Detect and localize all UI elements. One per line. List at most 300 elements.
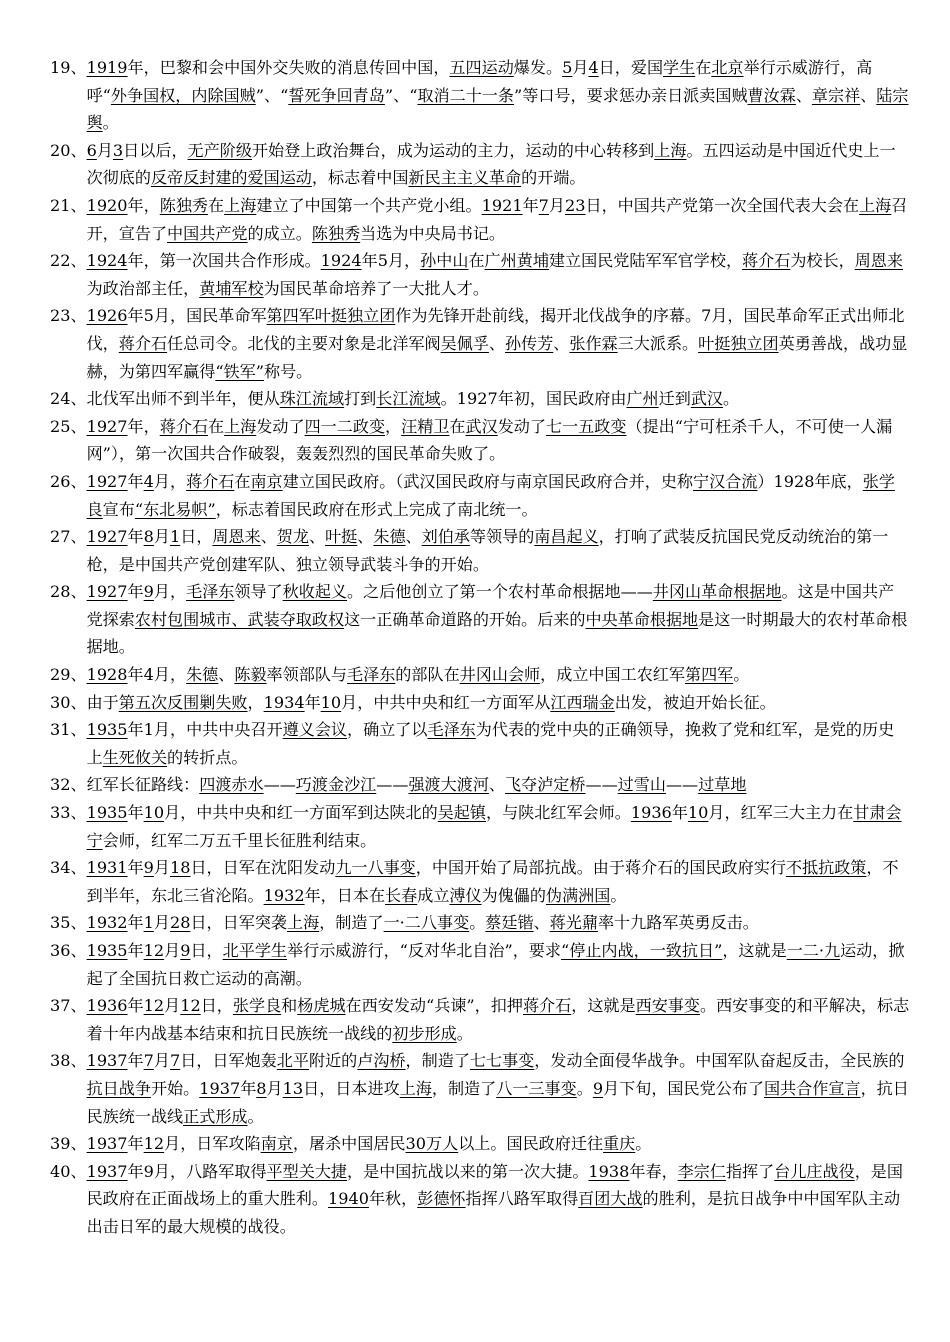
underlined-keyword: 上海 bbox=[654, 140, 687, 160]
text-segment: ，这就是 bbox=[571, 996, 636, 1016]
underlined-keyword: 蒋介石 bbox=[522, 996, 572, 1016]
underlined-keyword: 1 bbox=[169, 527, 181, 547]
text-segment: 月下旬，国民党公布了 bbox=[603, 1078, 764, 1098]
underlined-keyword: 1937 bbox=[86, 1051, 128, 1071]
item-text bbox=[87, 771, 910, 799]
text-segment: 由于 bbox=[86, 692, 119, 712]
text-segment: 发动了 bbox=[256, 416, 305, 436]
underlined-keyword: 百团大战 bbox=[578, 1189, 643, 1209]
item-text bbox=[87, 909, 910, 937]
text-segment: 月，中共中央和红一方面军到达陕北的 bbox=[164, 803, 438, 823]
text-segment: 日以后， bbox=[123, 140, 188, 160]
item-text bbox=[87, 578, 910, 661]
underlined-keyword: 武汉 bbox=[690, 389, 724, 409]
text-segment: ，这就是 bbox=[722, 941, 787, 960]
underlined-keyword: 第五次反围剿失败 bbox=[118, 692, 248, 712]
item-text bbox=[87, 523, 910, 578]
underlined-keyword: 12 bbox=[143, 996, 165, 1016]
list-item bbox=[50, 1130, 910, 1158]
underlined-keyword: 1938 bbox=[588, 1161, 630, 1181]
list-item bbox=[50, 992, 910, 1047]
text-segment: 举行示威游行，“反对华北自治”，要求 bbox=[287, 941, 561, 960]
underlined-keyword: 1924 bbox=[86, 251, 128, 271]
item-number: 36、 bbox=[50, 941, 87, 960]
text-segment: ，是国民政府在正面战场上的重大胜利。 bbox=[86, 1161, 903, 1209]
underlined-keyword: 9 bbox=[592, 1078, 604, 1098]
text-segment: 年， bbox=[127, 416, 160, 436]
text-segment: 、 bbox=[308, 527, 326, 547]
text-segment: 月 bbox=[164, 996, 181, 1016]
text-segment: 当选为中央局书记。 bbox=[360, 223, 506, 243]
text-segment: ，屠杀中国居民 bbox=[292, 1134, 406, 1154]
item-number: 27、 bbox=[50, 527, 87, 547]
underlined-keyword: 周恩来 bbox=[212, 527, 261, 547]
item-text bbox=[87, 468, 910, 523]
text-segment: 月 bbox=[153, 1051, 170, 1071]
underlined-keyword: 上海 bbox=[224, 416, 257, 436]
underlined-keyword: 9 bbox=[143, 858, 154, 878]
underlined-keyword: 毛泽东 bbox=[347, 665, 396, 685]
item-number: 30、 bbox=[50, 692, 87, 712]
text-segment: 宣布 bbox=[102, 499, 135, 519]
text-segment: 年5月， bbox=[361, 251, 421, 271]
list-item bbox=[50, 854, 910, 909]
underlined-keyword: 四渡赤水 bbox=[199, 775, 264, 795]
underlined-keyword: 1937 bbox=[86, 1161, 128, 1181]
underlined-keyword: 不抵抗政策 bbox=[785, 858, 867, 878]
text-segment: 建立了中国第一个共产党小组。 bbox=[256, 195, 482, 215]
underlined-keyword: 过雪山 bbox=[617, 775, 666, 795]
underlined-keyword: 上海 bbox=[859, 195, 892, 215]
underlined-keyword: 1934 bbox=[263, 692, 305, 712]
text-segment: 召开，宣告了 bbox=[86, 195, 908, 243]
underlined-keyword: 1932 bbox=[86, 913, 128, 933]
text-segment: ，与陕北红军会师。 bbox=[486, 803, 631, 823]
underlined-keyword: 西安事变 bbox=[635, 996, 700, 1016]
list-item bbox=[50, 937, 910, 992]
underlined-keyword: 巧渡金沙江 bbox=[295, 775, 377, 795]
underlined-keyword: 武汉 bbox=[465, 416, 498, 436]
list-item bbox=[50, 716, 910, 771]
underlined-keyword: “铁军” bbox=[215, 361, 264, 381]
underlined-keyword: 珠江流域 bbox=[279, 389, 345, 409]
item-number: 34、 bbox=[50, 858, 87, 878]
text-segment: 在 bbox=[208, 416, 225, 436]
text-segment: 月 bbox=[266, 1078, 283, 1098]
text-segment: 日，日军突袭 bbox=[190, 913, 288, 933]
list-item bbox=[50, 661, 910, 689]
text-segment: 。 bbox=[576, 1078, 593, 1098]
text-segment: 年，巴黎和会中国外交失败的消息传回中国， bbox=[127, 58, 450, 77]
underlined-keyword: 陈独秀 bbox=[159, 195, 209, 215]
underlined-keyword: 蒋介石 bbox=[159, 416, 209, 436]
text-segment: 举行示威游行，高呼“ bbox=[86, 58, 873, 105]
text-segment: 年9月，八路军取得 bbox=[127, 1161, 267, 1181]
underlined-keyword: 1936 bbox=[630, 803, 672, 823]
text-segment: 、 bbox=[260, 527, 277, 547]
text-segment: 年4月， bbox=[127, 665, 187, 685]
list-item bbox=[50, 578, 910, 661]
underlined-keyword: 1936 bbox=[86, 996, 128, 1016]
text-segment: 年， bbox=[127, 195, 160, 215]
text-segment: 年 bbox=[522, 195, 539, 215]
text-segment: 的胜利，是抗日战争中中国军队主动出击日军的最大规模的战役。 bbox=[86, 1189, 901, 1236]
item-text bbox=[87, 192, 910, 247]
text-segment: 会师，红军二万五千里长征胜利结束。 bbox=[102, 830, 377, 850]
text-segment: 领导了 bbox=[234, 582, 283, 602]
text-segment: —— bbox=[665, 775, 699, 795]
underlined-keyword: 汪精卫 bbox=[401, 416, 450, 436]
underlined-keyword: 1926 bbox=[86, 306, 128, 326]
underlined-keyword: 南昌起义 bbox=[534, 527, 599, 547]
underlined-keyword: 秋收起义 bbox=[282, 582, 348, 602]
list-item bbox=[50, 771, 910, 799]
item-text bbox=[87, 854, 910, 909]
underlined-keyword: 1927 bbox=[86, 471, 128, 491]
text-segment: 年春， bbox=[629, 1161, 678, 1181]
text-segment: ，制造了 bbox=[431, 1078, 497, 1098]
underlined-keyword: 张作霖 bbox=[569, 333, 618, 353]
text-segment: 为政治部主任， bbox=[86, 278, 200, 298]
underlined-keyword: 贺龙 bbox=[276, 527, 309, 547]
text-segment: 。 bbox=[733, 665, 750, 685]
text-segment: 年秋， bbox=[368, 1189, 418, 1209]
underlined-keyword: 10 bbox=[320, 692, 342, 712]
text-segment: 、 bbox=[533, 913, 550, 933]
underlined-keyword: 叶挺独立团 bbox=[698, 333, 779, 353]
underlined-keyword: 八一三事变 bbox=[496, 1078, 577, 1098]
underlined-keyword: 李宗仁 bbox=[677, 1161, 726, 1181]
underlined-keyword: 陈毅 bbox=[234, 665, 267, 685]
underlined-keyword: 广州 bbox=[626, 389, 659, 409]
underlined-keyword: 1924 bbox=[320, 251, 362, 271]
list-item bbox=[50, 247, 910, 302]
underlined-keyword: 朱德 bbox=[186, 665, 219, 685]
text-segment: 月， bbox=[153, 582, 187, 602]
item-number: 26、 bbox=[50, 471, 87, 491]
text-segment: 的成立。 bbox=[247, 223, 312, 243]
text-segment: 爆发。 bbox=[513, 58, 563, 77]
underlined-keyword: 18 bbox=[169, 858, 191, 878]
text-segment: 月 bbox=[153, 913, 170, 933]
text-segment: 日， bbox=[200, 996, 233, 1016]
underlined-keyword: 1935 bbox=[86, 941, 128, 960]
text-segment: 为国民革命培养了一大批人才。 bbox=[263, 278, 489, 298]
text-segment: 年 bbox=[304, 692, 321, 712]
list-item bbox=[50, 909, 910, 937]
underlined-keyword: 朱德 bbox=[373, 527, 406, 547]
text-segment: 年 bbox=[127, 471, 144, 491]
underlined-keyword: 宁汉合流 bbox=[693, 471, 758, 491]
item-text bbox=[87, 689, 910, 717]
underlined-keyword: 12 bbox=[143, 1134, 165, 1154]
text-segment: 月 bbox=[153, 527, 170, 547]
text-segment: ，标志着中国 bbox=[311, 168, 409, 188]
list-item bbox=[50, 385, 910, 413]
text-segment: 。1927年初，国民政府由 bbox=[440, 389, 627, 409]
underlined-keyword: 1927 bbox=[86, 527, 128, 547]
underlined-keyword: 1931 bbox=[86, 858, 128, 878]
underlined-keyword: 反帝反封建的爱国运动 bbox=[150, 168, 312, 188]
text-segment: —— bbox=[263, 775, 296, 795]
text-segment: —— bbox=[376, 775, 409, 795]
list-item bbox=[50, 468, 910, 523]
text-segment: ，发动全面侵华战争。中国军队奋起反击，全民族的 bbox=[534, 1051, 905, 1071]
underlined-keyword: 九一八事变 bbox=[335, 858, 416, 878]
underlined-keyword: 吴佩孚 bbox=[440, 333, 489, 353]
document-page bbox=[50, 54, 910, 1241]
underlined-keyword: 北平学生 bbox=[222, 941, 288, 960]
text-segment: 。 bbox=[469, 913, 486, 933]
text-segment: 日，日军炮轰 bbox=[180, 1051, 277, 1071]
underlined-keyword: 广州黄埔 bbox=[484, 251, 549, 271]
underlined-keyword: 井冈山革命根据地 bbox=[652, 582, 782, 602]
underlined-keyword: 长春 bbox=[385, 885, 418, 905]
underlined-keyword: 上海 bbox=[399, 1078, 432, 1098]
list-item bbox=[50, 192, 910, 247]
text-segment: 建立国民党陆军军官学校， bbox=[548, 251, 743, 271]
underlined-keyword: 12 bbox=[143, 941, 165, 960]
underlined-keyword: 1927 bbox=[86, 582, 128, 602]
text-segment: 成立 bbox=[417, 885, 450, 905]
item-text bbox=[87, 716, 910, 771]
text-segment: 年 bbox=[127, 858, 144, 878]
text-segment: 红军长征路线： bbox=[86, 775, 200, 795]
list-item bbox=[50, 689, 910, 717]
underlined-keyword: 孙中山 bbox=[420, 251, 469, 271]
underlined-keyword: 23 bbox=[565, 195, 586, 215]
text-segment: 三大派系。 bbox=[617, 333, 699, 353]
list-item bbox=[50, 523, 910, 578]
text-segment: （提出“宁可枉杀千人，不可使一人漏网”），第一次国共合作破裂，轰轰烈烈的国民革命失败了。 bbox=[86, 416, 893, 464]
underlined-keyword: 南京 bbox=[260, 1134, 293, 1154]
text-segment: 开始。 bbox=[150, 1078, 200, 1098]
underlined-keyword: 陈独秀 bbox=[311, 223, 361, 243]
text-segment: 指挥了 bbox=[725, 1161, 775, 1181]
underlined-keyword: 取消二十一条 bbox=[417, 85, 514, 105]
underlined-keyword: 井冈山会师 bbox=[459, 665, 541, 685]
text-segment: 的部队在 bbox=[395, 665, 460, 685]
text-segment: 出发，被迫开始长征。 bbox=[614, 692, 776, 712]
underlined-keyword: 1940 bbox=[327, 1189, 369, 1209]
underlined-keyword: 5 bbox=[562, 58, 573, 77]
text-segment: 月，红军三大主力在 bbox=[708, 803, 854, 823]
underlined-keyword: 杨虎城 bbox=[297, 996, 346, 1016]
text-segment: 日， bbox=[190, 941, 223, 960]
text-segment: ，确立了以 bbox=[347, 720, 428, 740]
text-segment: 月，日军攻陷 bbox=[164, 1134, 261, 1154]
item-number: 22、 bbox=[50, 251, 87, 271]
underlined-keyword: 一·二八事变 bbox=[383, 913, 470, 933]
text-segment: 。 bbox=[610, 885, 627, 905]
underlined-keyword: 第四军叶挺独立团 bbox=[266, 306, 396, 326]
text-segment: 年，第一次国共合作形成。 bbox=[127, 251, 321, 271]
underlined-keyword: 9 bbox=[143, 582, 154, 602]
text-segment: 年 bbox=[127, 527, 144, 547]
underlined-keyword: 四一二政变 bbox=[304, 416, 386, 436]
text-segment: 。西安事变的和平解决，标志着十年内战基本结束和抗日民族统一战线的 bbox=[86, 996, 910, 1043]
text-segment: 率领部队与 bbox=[266, 665, 348, 685]
text-segment: 指挥八路军取得 bbox=[465, 1189, 579, 1209]
item-number: 35、 bbox=[50, 913, 87, 933]
text-segment: 等领导的 bbox=[469, 527, 535, 547]
underlined-keyword: 北京 bbox=[711, 58, 744, 77]
item-number: 39、 bbox=[50, 1134, 87, 1154]
text-segment: ，不到半年，东北三省沦陷。 bbox=[86, 858, 899, 905]
underlined-keyword: 1919 bbox=[86, 58, 128, 77]
text-segment: 。 bbox=[102, 113, 119, 133]
underlined-keyword: 1920 bbox=[86, 195, 128, 215]
item-text bbox=[87, 992, 910, 1047]
underlined-keyword: 张学良 bbox=[86, 471, 895, 519]
underlined-keyword: 甘肃会宁 bbox=[86, 803, 902, 850]
list-item bbox=[50, 413, 910, 468]
text-segment: 月 bbox=[96, 140, 113, 160]
text-segment: 、 bbox=[357, 527, 374, 547]
underlined-keyword: 叶挺 bbox=[325, 527, 358, 547]
text-segment: 年，日本在 bbox=[304, 885, 386, 905]
text-segment: 、 bbox=[405, 527, 422, 547]
item-text bbox=[87, 1047, 910, 1130]
underlined-keyword: 1927 bbox=[86, 416, 128, 436]
item-number: 37、 bbox=[50, 996, 87, 1016]
underlined-keyword: 上海 bbox=[224, 195, 257, 215]
text-segment: ，是中国抗战以来的第一次大捷。 bbox=[347, 1161, 589, 1181]
text-segment: 年5月，国民革命军 bbox=[127, 306, 267, 326]
underlined-keyword: 新民主主义革命 bbox=[408, 168, 522, 188]
text-segment: 称号。 bbox=[263, 361, 313, 381]
underlined-keyword: 初步形成 bbox=[392, 1023, 457, 1043]
item-number: 20、 bbox=[50, 140, 87, 160]
underlined-keyword: 一二·九 bbox=[786, 941, 841, 960]
text-segment: 。 bbox=[247, 1106, 264, 1126]
text-segment: ， bbox=[385, 416, 402, 436]
text-segment: ，制造了 bbox=[319, 913, 384, 933]
item-text bbox=[87, 302, 910, 385]
list-item bbox=[50, 137, 910, 192]
underlined-keyword: 3 bbox=[112, 140, 124, 160]
underlined-keyword: 北平 bbox=[276, 1051, 309, 1071]
text-segment: 月 bbox=[153, 858, 170, 878]
text-segment: ， bbox=[247, 692, 264, 712]
underlined-keyword: “停止内战，一致抗日” bbox=[561, 941, 723, 960]
underlined-keyword: 长江流域 bbox=[376, 389, 441, 409]
underlined-keyword: 生死攸关 bbox=[102, 747, 168, 767]
item-number: 40、 bbox=[50, 1161, 87, 1181]
underlined-keyword: 13 bbox=[282, 1078, 304, 1098]
underlined-keyword: 卢沟桥 bbox=[357, 1051, 406, 1071]
underlined-keyword: 1921 bbox=[481, 195, 523, 215]
text-segment: 的开端。 bbox=[521, 168, 586, 188]
text-segment: —— bbox=[585, 775, 618, 795]
text-segment: 发动了 bbox=[497, 416, 546, 436]
underlined-keyword: 上海 bbox=[287, 913, 320, 933]
underlined-keyword: 1935 bbox=[86, 803, 128, 823]
text-segment: 月 bbox=[572, 58, 589, 77]
underlined-keyword: 1937 bbox=[199, 1078, 241, 1098]
list-item bbox=[50, 302, 910, 385]
underlined-keyword: 1937 bbox=[86, 1134, 128, 1154]
text-segment: ”等口号，要求惩办亲日派卖国贼 bbox=[514, 85, 748, 105]
text-segment: 建立国民政府。（武汉国民政府与南京国民政府合并，史称 bbox=[282, 471, 694, 491]
underlined-keyword: 江西瑞金 bbox=[550, 692, 615, 712]
item-text bbox=[87, 54, 910, 137]
text-segment: 在 bbox=[468, 251, 485, 271]
text-segment: 日，日军在沈阳发动 bbox=[190, 858, 336, 878]
item-number: 24、 bbox=[50, 389, 87, 409]
underlined-keyword: 毛泽东 bbox=[186, 582, 235, 602]
underlined-keyword: 陆宗舆 bbox=[86, 85, 909, 133]
text-segment: ）1928年底， bbox=[757, 471, 863, 491]
text-segment: 年 bbox=[127, 1134, 144, 1154]
underlined-keyword: 遵义会议 bbox=[282, 720, 348, 740]
underlined-keyword: 1935 bbox=[86, 720, 128, 740]
underlined-keyword: 7 bbox=[169, 1051, 181, 1071]
underlined-keyword: 1932 bbox=[263, 885, 305, 905]
underlined-keyword: 蒋介石 bbox=[118, 333, 168, 353]
text-segment: 附近的 bbox=[308, 1051, 358, 1071]
underlined-keyword: 重庆 bbox=[603, 1134, 636, 1154]
text-segment: 日， bbox=[180, 527, 213, 547]
list-item bbox=[50, 54, 910, 137]
underlined-keyword: 毛泽东 bbox=[427, 720, 476, 740]
text-segment: 、 bbox=[218, 665, 235, 685]
text-segment: 在 bbox=[449, 416, 466, 436]
underlined-keyword: 12 bbox=[180, 996, 201, 1016]
underlined-keyword: 10 bbox=[143, 803, 165, 823]
text-segment: 。 bbox=[723, 389, 740, 409]
text-segment: 年 bbox=[127, 941, 144, 960]
item-number: 32、 bbox=[50, 775, 87, 795]
text-segment: 和 bbox=[281, 996, 298, 1016]
text-segment: 为代表的党中央的正确领导，挽救了党和红军，是党的历史上 bbox=[86, 720, 895, 767]
text-segment: 。 bbox=[635, 1134, 652, 1154]
item-text bbox=[87, 937, 910, 992]
text-segment: 、 bbox=[488, 333, 506, 353]
text-segment: 的转折点。 bbox=[167, 747, 248, 767]
text-segment: 日，爱国 bbox=[598, 58, 664, 77]
text-segment: ”、“ bbox=[255, 85, 289, 105]
text-segment: 北伐军出师不到半年，便从 bbox=[86, 389, 280, 409]
text-segment: 。之后他创立了第一个农村革命根据地—— bbox=[347, 582, 653, 602]
underlined-keyword: 七七事变 bbox=[469, 1051, 535, 1071]
text-segment: 年 bbox=[127, 996, 144, 1016]
text-segment: ，制造了 bbox=[405, 1051, 470, 1071]
text-segment: 英勇善战，战功显赫，为第四军赢得 bbox=[86, 333, 908, 381]
underlined-keyword: 抗日战争 bbox=[86, 1078, 151, 1098]
text-segment: ，中国开始了局部抗战。由于蒋介石的国民政府实行 bbox=[415, 858, 786, 878]
underlined-keyword: 农村包围城市、武装夺取政权 bbox=[134, 609, 345, 629]
item-number: 31、 bbox=[50, 720, 87, 740]
underlined-keyword: 飞夺泸定桥 bbox=[505, 775, 586, 795]
underlined-keyword: 28 bbox=[169, 913, 191, 933]
underlined-keyword: 无产阶级 bbox=[187, 140, 252, 160]
text-segment: 日，日本进攻 bbox=[303, 1078, 400, 1098]
text-segment: 年 bbox=[240, 1078, 257, 1098]
underlined-keyword: 蒋介石 bbox=[742, 251, 791, 271]
text-segment: 、 bbox=[795, 85, 812, 105]
underlined-keyword: 曹汝霖 bbox=[747, 85, 796, 105]
underlined-keyword: 8 bbox=[143, 527, 154, 547]
text-segment: 为校长， bbox=[790, 251, 855, 271]
text-segment: 迁到 bbox=[658, 389, 691, 409]
list-item bbox=[50, 799, 910, 854]
text-segment: 打到 bbox=[344, 389, 377, 409]
underlined-keyword: 彭德怀 bbox=[417, 1189, 466, 1209]
underlined-keyword: 吴起镇 bbox=[437, 803, 486, 823]
underlined-keyword: 4 bbox=[588, 58, 599, 77]
underlined-keyword: 誓死争回青岛 bbox=[288, 85, 385, 105]
